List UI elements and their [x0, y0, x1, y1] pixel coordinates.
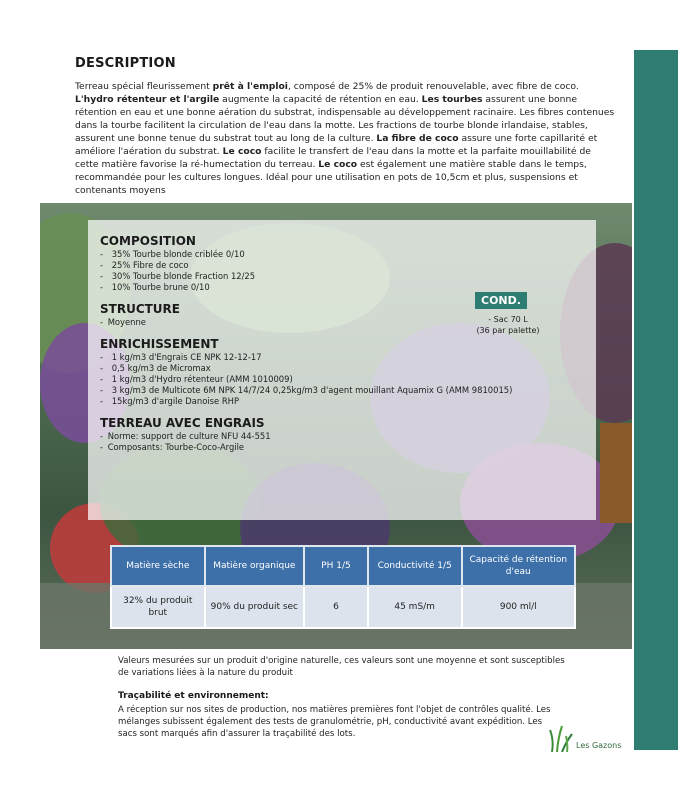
traceability-text: A réception sur nos sites de production, nos matières premières font l'objet de contrôles qualité. Les mélanges subissent également des tests de granulométrie, pH, conductivité avant expédition. Les sacs sont marqués afin d'assurer la traçabilité des lots. — [118, 705, 551, 739]
terreau-title: TERREAU AVEC ENGRAIS — [100, 416, 265, 430]
composition-list — [100, 249, 596, 293]
cond-line-sac: - Sac 70 L — [488, 315, 528, 324]
logo-text: Les Gazons — [576, 741, 622, 750]
table-row — [111, 586, 575, 628]
enrichissement-title: ENRICHISSEMENT — [100, 337, 219, 351]
description-section — [75, 56, 615, 197]
measure-note: Valeurs mesurées sur un produit d'origine naturelle, ces valeurs sont une moyenne et sont susceptibles de variations liées à la nature du produit — [118, 656, 565, 678]
description-text — [75, 80, 615, 197]
enrichissement-item: - 15kg/m3 d'argile Danoise RHP — [100, 396, 596, 407]
enrichissement-item: - 1 kg/m3 d'Hydro rétenteur (AMM 1010009) — [100, 374, 596, 385]
description-run: est également une matière stable dans le temps, recommandée pour les cultures longues. Idéal pour une utilisation en pots de 10,5cm et plus, suspensions et contenants moyens — [75, 159, 587, 196]
enrichissement-item: - 3 kg/m3 de Multicote 6M NPK 14/7/24 0,25kg/m3 d'agent mouillant Aquamix G (AMM 9810015) — [100, 385, 596, 396]
table-header-cell: Conductivité 1/5 — [368, 546, 462, 586]
right-accent-band — [634, 50, 678, 750]
composition-item: - 35% Tourbe blonde criblée 0/10 — [100, 249, 596, 260]
properties-table — [110, 545, 576, 629]
table-cell: 900 ml/l — [462, 586, 575, 628]
cond-line-palette: (36 par palette) — [476, 326, 540, 335]
enrichissement-list — [100, 352, 596, 407]
table-cell: 6 — [304, 586, 368, 628]
description-emphasis: La fibre de coco — [376, 133, 459, 144]
cond-badge: COND. — [475, 292, 527, 309]
table-cell: 45 mS/m — [368, 586, 462, 628]
description-run: , composé de 25% de produit renouvelable, avec fibre de coco. — [287, 81, 579, 92]
structure-title: STRUCTURE — [100, 302, 180, 316]
table-header-cell: Matière sèche — [111, 546, 205, 586]
terreau-item: - Composants: Tourbe-Coco-Argile — [100, 442, 596, 453]
traceability-title: Traçabilité et environnement: — [118, 691, 269, 701]
composition-item: - 30% Tourbe blonde Fraction 12/25 — [100, 271, 596, 282]
description-emphasis: Le coco — [318, 159, 358, 170]
composition-title: COMPOSITION — [100, 234, 196, 248]
table-header-cell: PH 1/5 — [304, 546, 368, 586]
table-header-row — [111, 546, 575, 586]
description-emphasis: L'hydro rétenteur et l'argile — [75, 94, 220, 105]
composition-item: - 25% Fibre de coco — [100, 260, 596, 271]
structure-item: - Moyenne — [100, 317, 596, 328]
table-cell: 32% du produit brut — [111, 586, 205, 628]
description-run: assurent une bonne rétention en eau et une bonne aération du substrat, indispensable au développement racinaire. Les fibres contenues dans la tourbe facilitent la circulation de l'eau dans la motte. Les fractions de tourbe blonde irlandaise, stables, assurent une bonne tenue du substrat tout au long de la culture. — [75, 94, 615, 144]
description-emphasis: Les tourbes — [421, 94, 483, 105]
enrichissement-item: - 0,5 kg/m3 de Micromax — [100, 363, 596, 374]
terreau-list — [100, 431, 596, 453]
cond-detail — [458, 314, 558, 336]
enrichissement-item: - 1 kg/m3 d'Engrais CE NPK 12-12-17 — [100, 352, 596, 363]
description-run: assure une forte capillarité et améliore l'aération du substrat. — [75, 133, 598, 157]
description-title: DESCRIPTION — [75, 56, 176, 71]
description-emphasis: prêt à l'emploi — [212, 81, 288, 92]
description-emphasis: Le coco — [222, 146, 262, 157]
description-run: augmente la capacité de rétention en eau. — [219, 94, 422, 105]
table-header-cell: Matière organique — [205, 546, 305, 586]
specs-overlay-panel — [88, 220, 596, 520]
description-run: Terreau spécial fleurissement — [75, 81, 213, 92]
table-header-cell: Capacité de rétention d'eau — [462, 546, 575, 586]
description-run: facilite le transfert de l'eau dans la motte et la parfaite mouillabilité de cette matière favorise la ré-humectation du terreau. — [75, 146, 591, 170]
table-cell: 90% du produit sec — [205, 586, 305, 628]
terreau-item: - Norme: support de culture NFU 44-551 — [100, 431, 596, 442]
composition-item: - 10% Tourbe brune 0/10 — [100, 282, 596, 293]
